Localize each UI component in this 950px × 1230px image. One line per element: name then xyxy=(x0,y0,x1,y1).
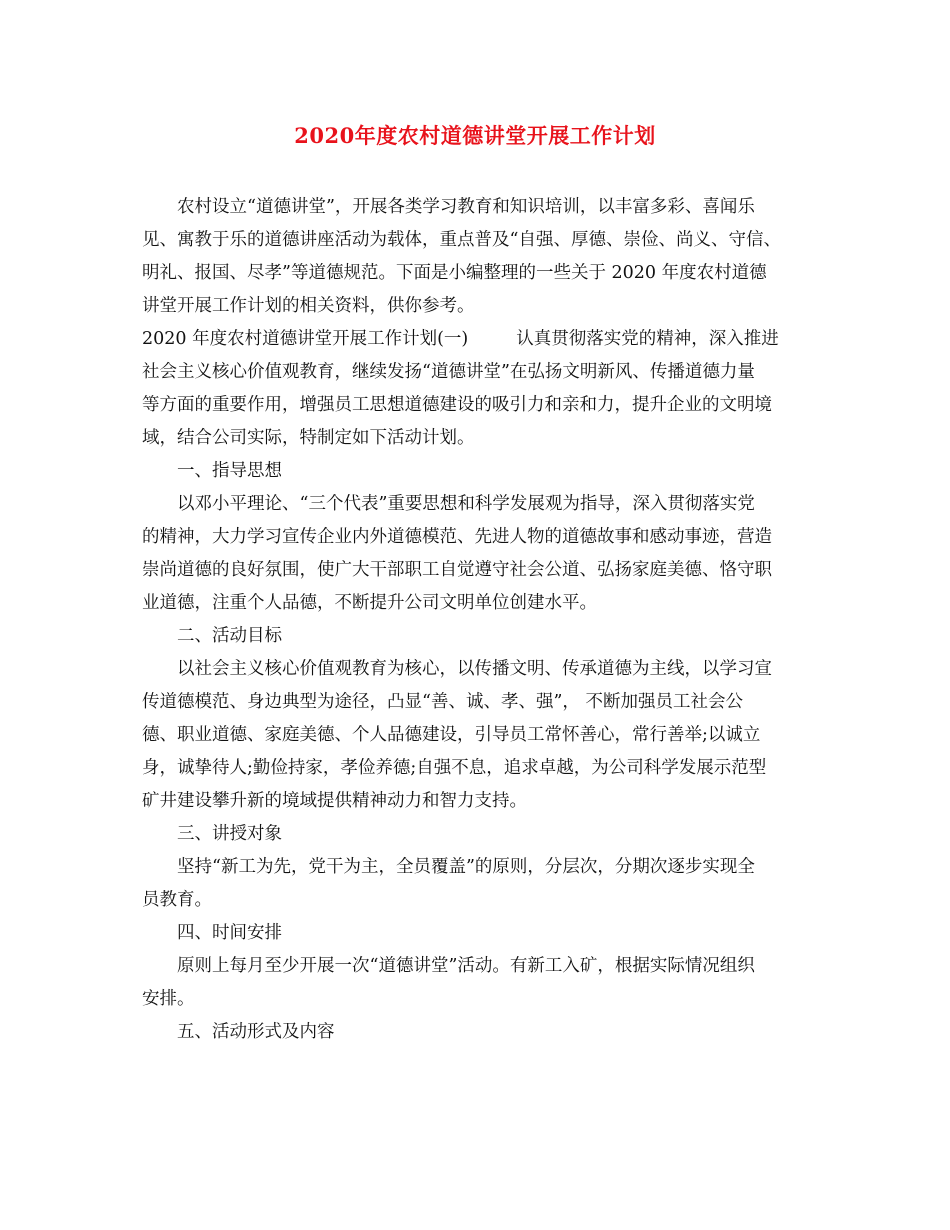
paragraph-line: 崇尚道德的良好氛围，使广大干部职工自觉遵守社会公道、弘扬家庭美德、恪守职 xyxy=(142,560,772,580)
paragraph-line: 讲堂开展工作计划的相关资料，供你参考。 xyxy=(142,296,475,316)
paragraph-line: 明礼、报国、尽孝”等道德规范。下面是小编整理的一些关于 2020 年度农村道德 xyxy=(142,263,767,283)
paragraph-line: 的精神，大力学习宣传企业内外道德模范、先进人物的道德故事和感动事迹，营造 xyxy=(142,527,772,547)
paragraph-line: 以社会主义核心价值观教育为核心，以传播文明、传承道德为主线，以学习宣 xyxy=(177,659,772,679)
section-heading: 二、活动目标 xyxy=(177,626,282,646)
paragraph-line xyxy=(142,326,779,352)
section-heading: 三、讲授对象 xyxy=(177,824,282,844)
paragraph-line: 矿井建设攀升新的境域提供精神动力和智力支持。 xyxy=(142,791,527,811)
paragraph-line: 德、职业道德、家庭美德、个人品德建设，引导员工常怀善心，常行善举;以诚立 xyxy=(142,725,761,745)
paragraph-line: 安排。 xyxy=(142,989,195,1009)
paragraph-line: 社会主义核心价值观教育，继续发扬“道德讲堂”在弘扬文明新风、传播道德力量 xyxy=(142,362,755,382)
paragraph-line: 域，结合公司实际，特制定如下活动计划。 xyxy=(142,428,475,448)
paragraph-line: 等方面的重要作用，增强员工思想道德建设的吸引力和亲和力，提升企业的文明境 xyxy=(142,395,772,415)
section-heading: 五、活动形式及内容 xyxy=(177,1022,335,1042)
paragraph-line: 业道德，注重个人品德，不断提升公司文明单位创建水平。 xyxy=(142,593,597,613)
paragraph-line: 身，诚挚待人;勤俭持家，孝俭养德;自强不息，追求卓越，为公司科学发展示范型 xyxy=(142,758,767,778)
section-heading: 四、时间安排 xyxy=(177,923,282,943)
document-title: 2020年度农村道德讲堂开展工作计划 xyxy=(294,123,656,148)
section-heading: 一、指导思想 xyxy=(177,461,282,481)
paragraph-line: 员教育。 xyxy=(142,890,212,910)
paragraph-line: 原则上每月至少开展一次“道德讲堂”活动。有新工入矿，根据实际情况组织 xyxy=(177,956,755,976)
paragraph-line: 坚持“新工为先，党干为主，全员覆盖”的原则，分层次，分期次逐步实现全 xyxy=(177,857,755,877)
paragraph-line: 见、寓教于乐的道德讲座活动为载体，重点普及“自强、厚德、崇俭、尚义、守信、 xyxy=(142,230,781,250)
inline-text: 认真贯彻落实党的精神，深入推进 xyxy=(516,329,779,349)
section-title-inline: 2020 年度农村道德讲堂开展工作计划(一) xyxy=(142,329,469,349)
paragraph-line: 以邓小平理论、“三个代表”重要思想和科学发展观为指导，深入贯彻落实党 xyxy=(177,494,755,514)
paragraph-line: 农村设立“道德讲堂”，开展各类学习教育和知识培训，以丰富多彩、喜闻乐 xyxy=(177,197,755,217)
paragraph-line: 传道德模范、身边典型为途径，凸显“善、诚、孝、强”， 不断加强员工社会公 xyxy=(142,692,743,712)
